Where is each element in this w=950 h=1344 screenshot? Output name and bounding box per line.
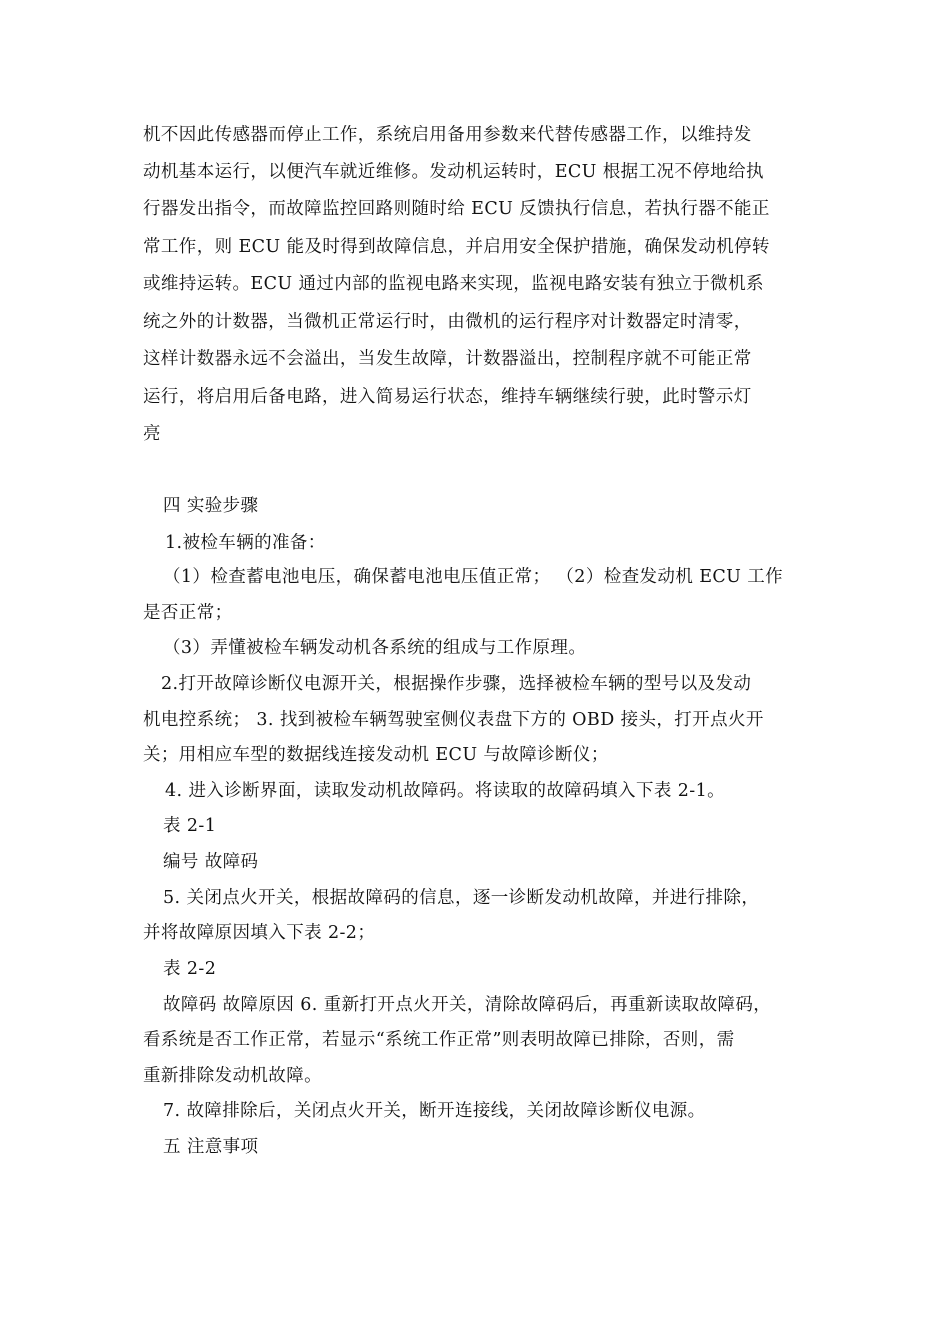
- table-header: 编号 故障码: [163, 852, 259, 872]
- paragraph-line: 常工作，则 ECU 能及时得到故障信息，并启用安全保护措施，确保发动机停转: [143, 237, 770, 257]
- step-line: 是否正常；: [143, 603, 233, 623]
- step-line: （1）检查蓄电池电压，确保蓄电池电压值正常； （2）检查发动机 ECU 工作: [163, 567, 784, 587]
- paragraph-line: 运行，将启用后备电路，进入简易运行状态，维持车辆继续行驶，此时警示灯: [143, 387, 752, 407]
- section-heading: 五 注意事项: [163, 1137, 259, 1157]
- table-caption: 表 2-2: [163, 959, 217, 979]
- section-heading: 四 实验步骤: [163, 496, 259, 516]
- paragraph-line: 统之外的计数器，当微机正常运行时，由微机的运行程序对计数器定时清零，: [143, 312, 752, 332]
- step-line: 2.打开故障诊断仪电源开关，根据操作步骤，选择被检车辆的型号以及发动: [161, 674, 752, 694]
- step-line: 4. 进入诊断界面，读取发动机故障码。将读取的故障码填入下表 2-1。: [165, 781, 726, 801]
- step-line: 关；用相应车型的数据线连接发动机 ECU 与故障诊断仪；: [143, 745, 609, 765]
- step-line: 机电控系统； 3. 找到被检车辆驾驶室侧仪表盘下方的 OBD 接头，打开点火开: [143, 710, 764, 730]
- step-line: 5. 关闭点火开关，根据故障码的信息，逐一诊断发动机故障，并进行排除，: [163, 888, 760, 908]
- step-line: 看系统是否工作正常，若显示“系统工作正常”则表明故障已排除，否则，需: [143, 1030, 735, 1050]
- step-line: 7. 故障排除后，关闭点火开关，断开连接线，关闭故障诊断仪电源。: [163, 1101, 706, 1121]
- step-line: 故障码 故障原因 6. 重新打开点火开关，清除故障码后，再重新读取故障码，: [163, 995, 772, 1015]
- table-caption: 表 2-1: [163, 816, 217, 836]
- step-line: 并将故障原因填入下表 2-2；: [143, 923, 376, 943]
- paragraph-line: 或维持运转。ECU 通过内部的监视电路来实现，监视电路安装有独立于微机系: [143, 274, 764, 294]
- paragraph-line: 亮: [143, 424, 161, 444]
- paragraph-line: 行器发出指令，而故障监控回路则随时给 ECU 反馈执行信息，若执行器不能正: [143, 199, 770, 219]
- step-line: （3）弄懂被检车辆发动机各系统的组成与工作原理。: [163, 638, 587, 658]
- paragraph-line: 机不因此传感器而停止工作，系统启用备用参数来代替传感器工作，以维持发: [143, 125, 752, 145]
- paragraph-line: 动机基本运行，以便汽车就近维修。发动机运转时，ECU 根据工况不停地给执: [143, 162, 764, 182]
- step-line: 重新排除发动机故障。: [143, 1066, 322, 1086]
- paragraph-line: 这样计数器永远不会溢出，当发生故障，计数器溢出，控制程序就不可能正常: [143, 349, 752, 369]
- step-line: 1.被检车辆的准备：: [165, 533, 326, 553]
